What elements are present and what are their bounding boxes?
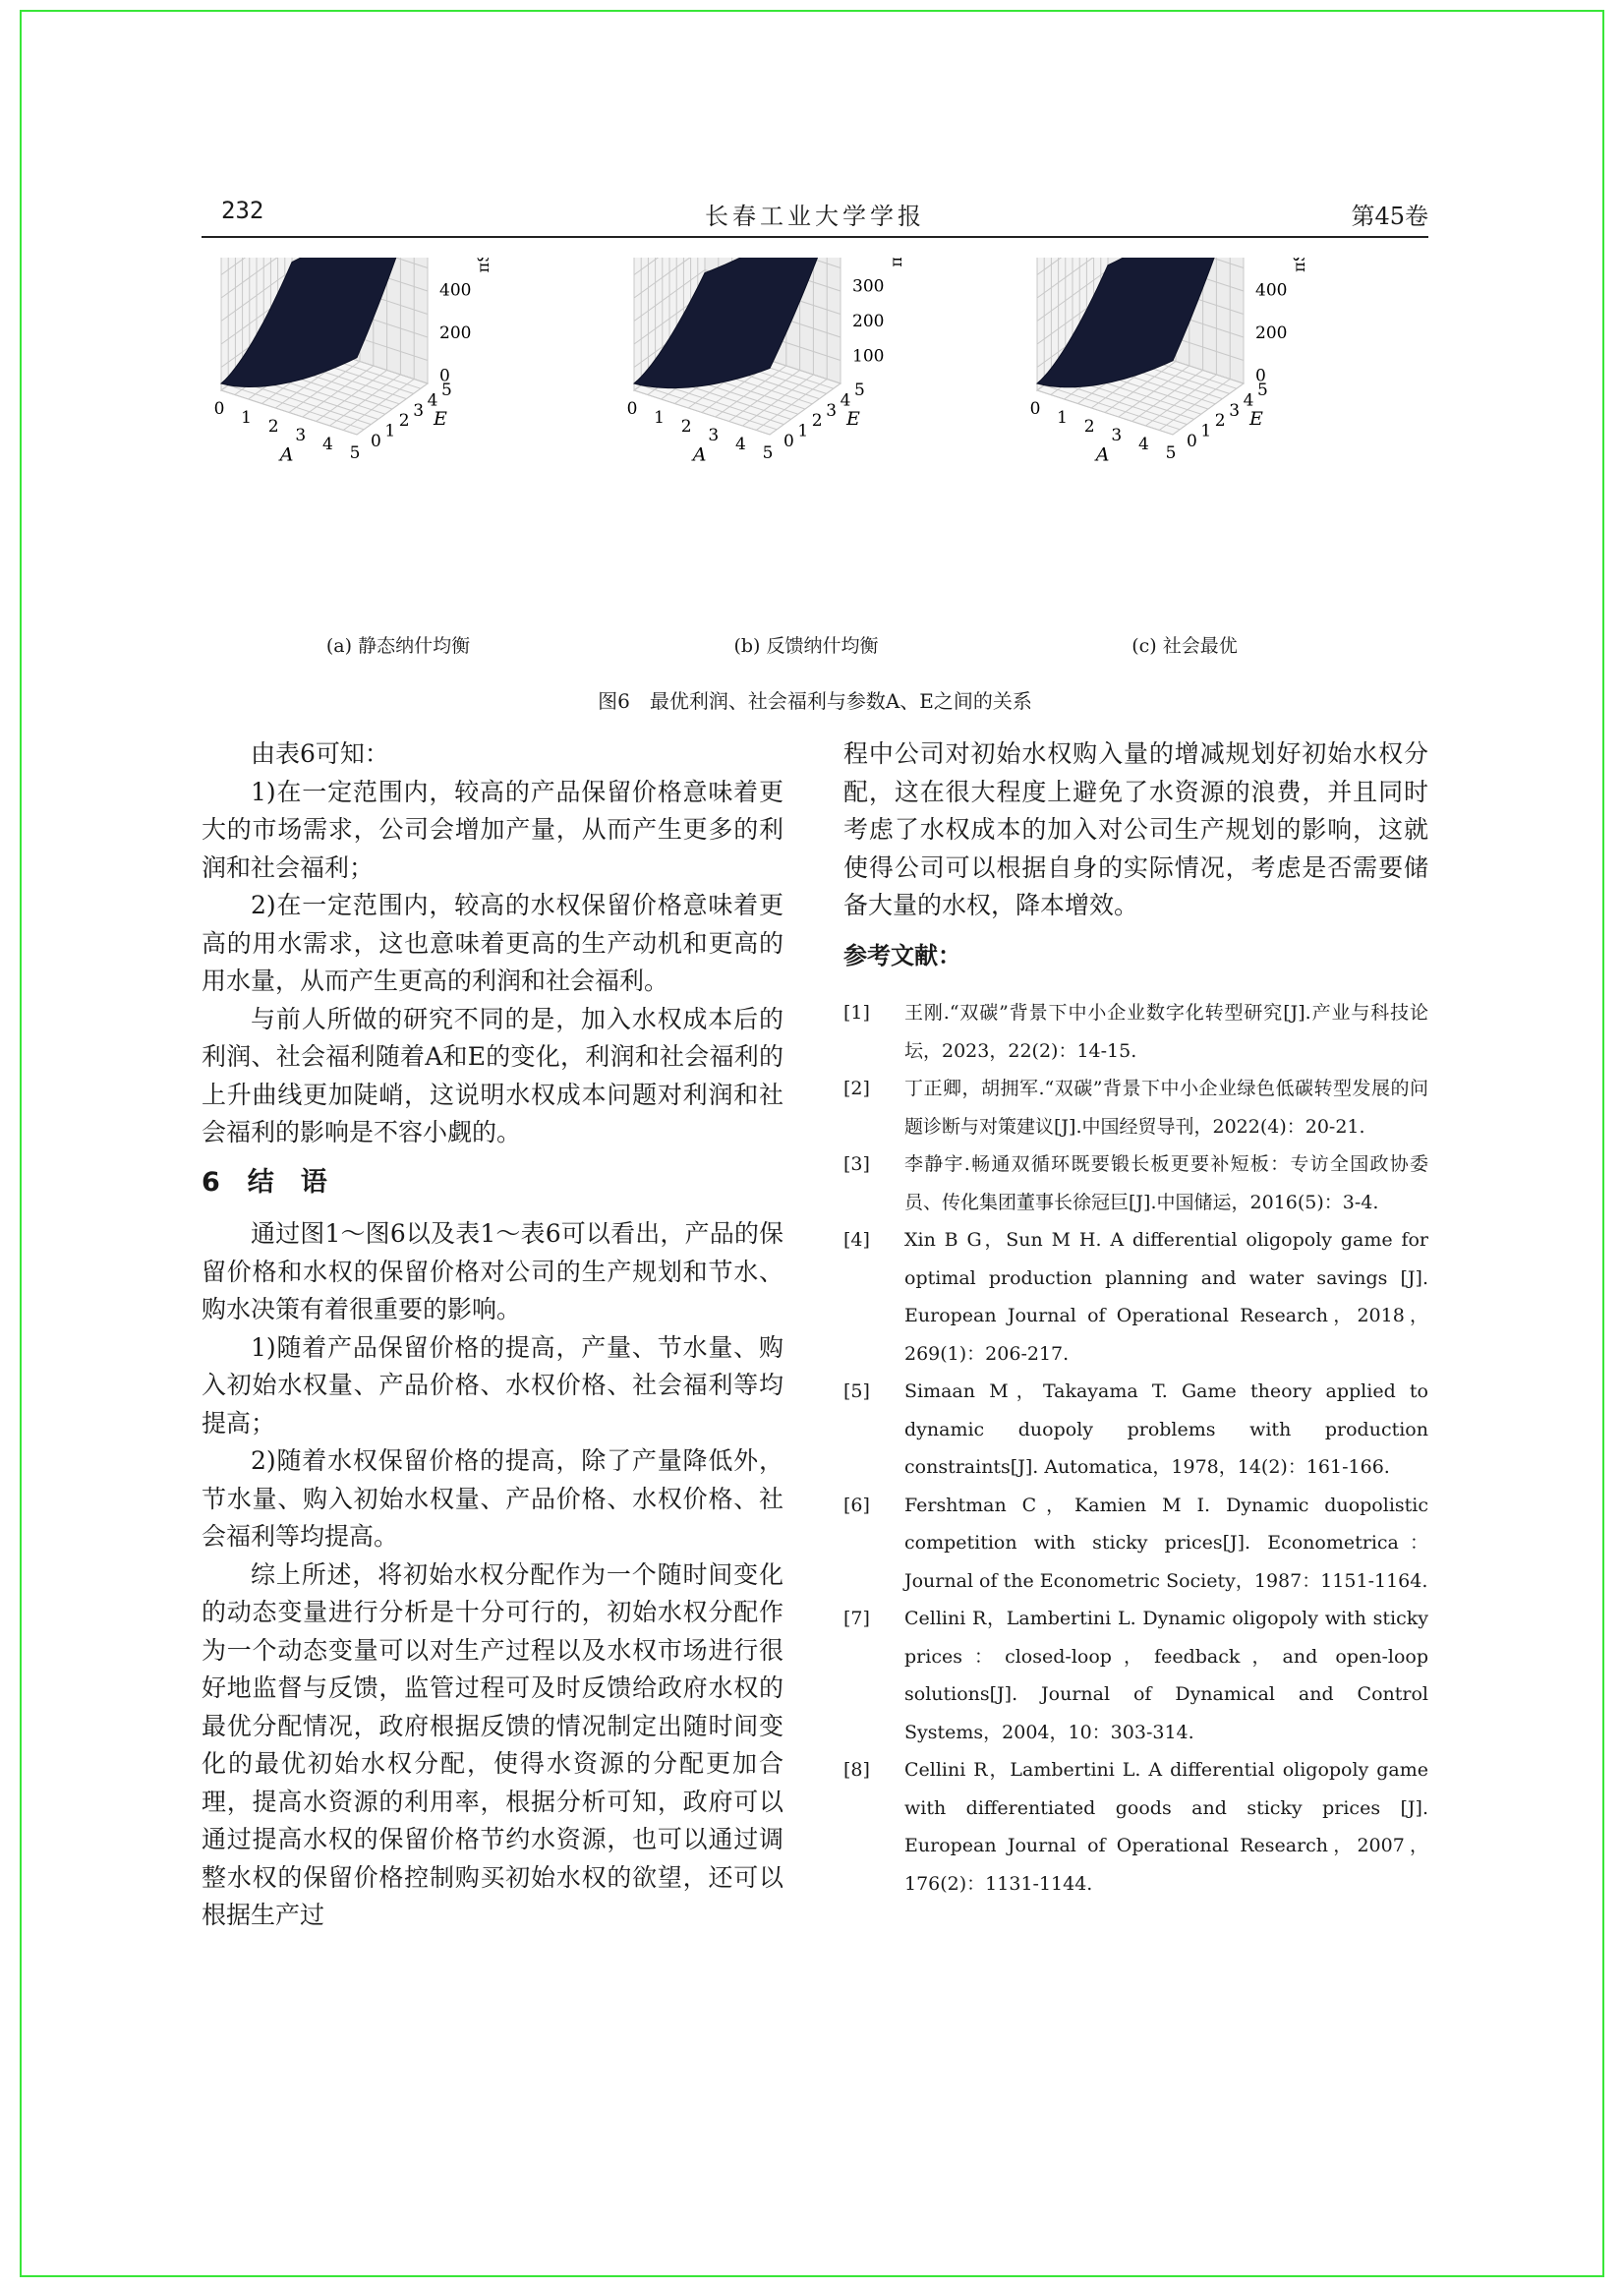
y-tick-label: 4 (1243, 390, 1254, 411)
x-tick-label: 5 (1165, 443, 1177, 463)
x-tick-label: 4 (734, 435, 746, 454)
x-tick-label: 4 (1137, 435, 1149, 454)
y-tick-label: 4 (427, 390, 438, 411)
reference-text: 王刚.“双碳”背景下中小企业数字化转型研究[J].产业与科技论坛，2023，22(2)：14-15. (904, 1002, 1428, 1062)
x-tick-label: 2 (1083, 417, 1095, 437)
y-tick-label: 3 (1229, 400, 1241, 421)
surface-svg (1017, 258, 1411, 621)
reference-text: Xin B G，Sun M H. A differential oligopoly game for optimal production planning and water savings [J]. European Journal of Operational Research，2018，269(1)：206-217. (904, 1229, 1428, 1365)
z-tick-label: 400 (439, 280, 472, 301)
z-tick-label: 300 (852, 276, 885, 297)
x-tick-label: 1 (241, 408, 253, 428)
x-tick-label: 1 (1057, 408, 1069, 428)
figure-title: 图6 最优利润、社会福利与参数A、E之间的关系 (598, 689, 1032, 713)
page-number: 232 (221, 197, 264, 224)
reference-list (843, 994, 1428, 1903)
y-axis-label: E (434, 408, 447, 430)
y-tick-label: 3 (826, 400, 838, 421)
z-tick-label: 200 (1255, 323, 1288, 343)
z-axis-label (1290, 258, 1308, 272)
reference-item (843, 1145, 1428, 1221)
x-tick-label: 5 (762, 443, 774, 463)
reference-text: Simaan M，Takayama T. Game theory applied to dynamic duopoly problems with production constraints[J]. Automatica，1978，14(2)：161-166. (904, 1380, 1428, 1478)
x-axis-label: A (279, 443, 294, 466)
y-tick-label: 2 (811, 411, 823, 432)
y-tick-label: 2 (1214, 411, 1226, 432)
x-tick-label: 1 (654, 408, 666, 428)
z-axis-label (474, 258, 493, 272)
x-tick-label: 5 (349, 443, 361, 463)
y-tick-label: 1 (797, 421, 809, 441)
surface-plot-c (1017, 258, 1411, 621)
paragraph: 2)随着水权保留价格的提高，除了产量降低外，节水量、购入初始水权量、产品价格、水权价格、社会福利等均提高。 (202, 1446, 783, 1551)
y-tick-label: 5 (854, 381, 865, 400)
reference-item (843, 1221, 1428, 1373)
x-tick-label: 4 (321, 435, 333, 454)
volume-label: 第45卷 (1351, 203, 1428, 230)
x-axis-label: A (1095, 443, 1110, 466)
figure-6 (202, 258, 1428, 720)
x-tick-label: 2 (680, 417, 692, 437)
reference-item (843, 1487, 1428, 1601)
reference-number: [2] (843, 1078, 870, 1099)
reference-number: [4] (843, 1229, 870, 1251)
x-axis-label: A (692, 443, 707, 466)
z-tick-label: 0 (1255, 366, 1266, 386)
x-tick-label: 0 (1029, 399, 1041, 419)
surface-svg (202, 258, 595, 621)
reference-text: Cellini R，Lambertini L. Dynamic oligopoly with sticky prices：closed-loop，feedback，and open-loop solutions[J]. Journal of Dynamical and Control Systems，2004，10：303-314. (904, 1608, 1428, 1743)
paragraph: 综上所述，将初始水权分配作为一个随时间变化的动态变量进行分析是十分可行的，初始水权分配作为一个动态变量可以对生产过程以及水权市场进行很好地监督与反馈，监管过程可及时反馈给政府水权的最优分配情况，政府根据反馈的情况制定出随时间变化的最优初始水权分配，使得水资源的分配更加合理，提高水资源的利用率，根据分析可知，政府可以通过提高水权的保留价格节约水资源，也可以通过调整水权的保留价格控制购买初始水权的欲望，还可以根据生产过 (202, 1559, 783, 1929)
reference-item (843, 1751, 1428, 1903)
reference-item (843, 1600, 1428, 1751)
section-heading (202, 1164, 783, 1203)
left-column (202, 735, 783, 1935)
running-header (202, 197, 1428, 236)
reference-number: [1] (843, 1002, 870, 1024)
y-axis-label: E (846, 408, 860, 430)
reference-item (843, 1373, 1428, 1487)
z-tick-label: 100 (852, 346, 885, 367)
y-tick-label: 5 (1257, 381, 1268, 400)
right-column (843, 735, 1428, 1903)
paragraph: 由表6可知： (251, 739, 389, 768)
reference-number: [8] (843, 1759, 870, 1781)
y-tick-label: 0 (783, 432, 794, 451)
z-tick-label: 400 (1255, 280, 1288, 301)
y-tick-label: 1 (384, 421, 396, 441)
section-title: 结 语 (247, 1166, 327, 1198)
surface-svg (614, 258, 1008, 621)
surface-plot-a (202, 258, 595, 621)
x-tick-label: 0 (213, 399, 225, 419)
references-heading: 参考文献： (843, 941, 961, 969)
y-axis-label: E (1249, 408, 1263, 430)
caption-b: (b) 反馈纳什均衡 (733, 635, 879, 657)
reference-item (843, 1070, 1428, 1145)
reference-number: [5] (843, 1380, 870, 1402)
x-tick-label: 3 (295, 426, 307, 445)
paragraph: 程中公司对初始水权购入量的增减规划好初始水权分配，这在很大程度上避免了水资源的浪费，并且同时考虑了水权成本的加入对公司生产规划的影响，这就使得公司可以根据自身的实际情况，考虑是否需要储备大量的水权，降本增效。 (843, 739, 1428, 919)
caption-c: (c) 社会最优 (1131, 635, 1238, 657)
reference-text: 丁正卿，胡拥军.“双碳”背景下中小企业绿色低碳转型发展的问题诊断与对策建议[J].中国经贸导刊，2022(4)：20-21. (904, 1078, 1428, 1138)
header-rule (202, 236, 1428, 238)
y-tick-label: 0 (371, 432, 381, 451)
z-tick-label: 200 (439, 323, 472, 343)
paragraph: 通过图1～图6以及表1～表6可以看出，产品的保留价格和水权的保留价格对公司的生产规划和节水、购水决策有着很重要的影响。 (202, 1219, 783, 1323)
z-tick-label (852, 258, 884, 262)
x-tick-label: 0 (626, 399, 638, 419)
x-tick-label: 2 (267, 417, 279, 437)
x-tick-label: 3 (1111, 426, 1123, 445)
y-tick-label: 5 (441, 381, 452, 400)
z-tick-label: 200 (852, 311, 885, 331)
y-tick-label: 0 (1187, 432, 1197, 451)
caption-a: (a) 静态纳什均衡 (325, 635, 471, 657)
z-tick-label: 0 (439, 366, 450, 386)
paragraph: 1)在一定范围内，较高的产品保留价格意味着更大的市场需求，公司会增加产量，从而产生更多的利润和社会福利； (202, 777, 783, 882)
journal-title: 长春工业大学学报 (705, 203, 925, 230)
y-tick-label: 1 (1200, 421, 1212, 441)
y-tick-label: 3 (413, 400, 425, 421)
surface-plot-b (614, 258, 1008, 621)
y-tick-label: 2 (398, 411, 410, 432)
reference-text: 李静宇.畅通双循环既要锻长板更要补短板：专访全国政协委员、传化集团董事长徐冠巨[J].中国储运，2016(5)：3-4. (904, 1153, 1428, 1213)
x-tick-label: 3 (708, 426, 720, 445)
reference-text: Cellini R，Lambertini L. A differential oligopoly game with differentiated goods and sticky prices [J]. European Journal of Operational Research，2007，176(2)：1131-1144. (904, 1759, 1428, 1895)
paragraph: 1)随着产品保留价格的提高，产量、节水量、购入初始水权量、产品价格、水权价格、社会福利等均提高； (202, 1332, 783, 1438)
paragraph: 2)在一定范围内，较高的水权保留价格意味着更高的用水需求，这也意味着更高的生产动机和更高的用水量，从而产生更高的利润和社会福利。 (202, 891, 783, 995)
reference-number: [6] (843, 1494, 870, 1516)
z-axis-label (887, 258, 905, 267)
y-tick-label: 4 (840, 390, 851, 411)
reference-number: [7] (843, 1608, 870, 1629)
reference-text: Fershtman C，Kamien M I. Dynamic duopolistic competition with sticky prices[J]. Econometrica：Journal of the Econometric Society，1987：1151-1164. (904, 1494, 1428, 1592)
paragraph: 与前人所做的研究不同的是，加入水权成本后的利润、社会福利随着A和E的变化，利润和社会福利的上升曲线更加陡峭，这说明水权成本问题对利润和社会福利的影响是不容小觑的。 (202, 1004, 783, 1146)
section-number: 6 (202, 1166, 220, 1198)
reference-item (843, 994, 1428, 1070)
reference-number: [3] (843, 1153, 870, 1175)
